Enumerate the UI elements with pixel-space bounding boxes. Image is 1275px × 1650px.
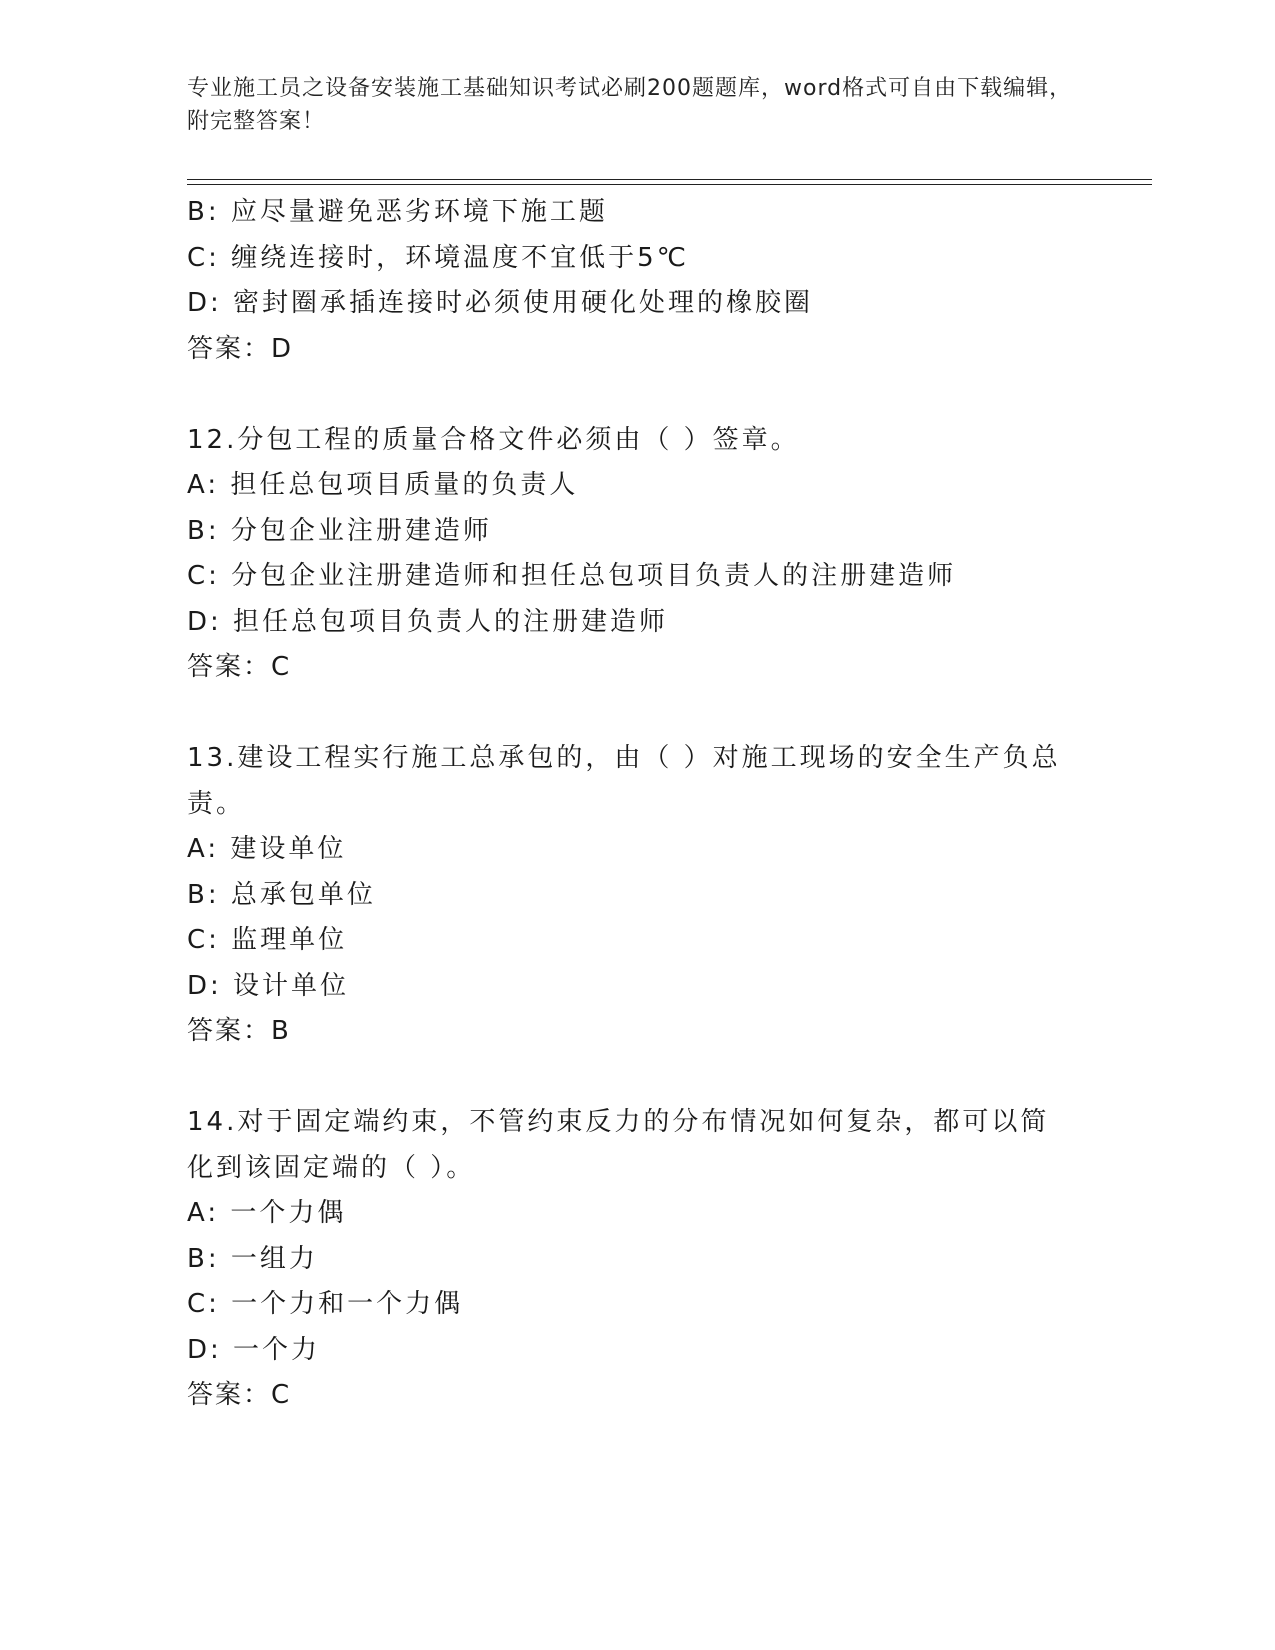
option-d: D: 设计单位	[187, 970, 350, 1001]
option-d: D: 密封圈承插连接时必须使用硬化处理的橡胶圈	[187, 288, 814, 318]
answer-line: 答案：B	[187, 1016, 291, 1046]
option-c: C: 监理单位	[187, 925, 348, 955]
option-b: B: 一组力	[187, 1243, 318, 1274]
question-block-14	[187, 1100, 1087, 1419]
spacer	[187, 372, 1087, 418]
option-d: D: 担任总包项目负责人的注册建造师	[187, 606, 669, 637]
prev-question-block	[187, 190, 1087, 372]
question-block-12	[187, 418, 1087, 691]
answer-line: 答案：C	[187, 1380, 292, 1410]
spacer	[187, 691, 1087, 737]
option-c: C: 缠绕连接时，环境温度不宜低于5℃	[187, 242, 689, 273]
option-c: C: 分包企业注册建造师和担任总包项目负责人的注册建造师	[187, 561, 957, 591]
option-d: D: 一个力	[187, 1334, 321, 1365]
question-block-13	[187, 736, 1087, 1055]
option-b: B: 总承包单位	[187, 879, 376, 910]
question-stem: 12.分包工程的质量合格文件必须由（ ）签章。	[187, 424, 800, 455]
answer-line: 答案：D	[187, 333, 294, 364]
option-b: B: 分包企业注册建造师	[187, 515, 492, 546]
question-stem: 13.建设工程实行施工总承包的，由（ ）对施工现场的安全生产负总责。	[187, 743, 1061, 819]
option-c: C: 一个力和一个力偶	[187, 1289, 464, 1319]
document-header: 专业施工员之设备安装施工基础知识考试必刷200题题库，word格式可自由下载编辑，附完整答案！	[187, 76, 1073, 134]
option-b: B: 应尽量避免恶劣环境下施工题	[187, 197, 608, 227]
option-a: A: 一个力偶	[187, 1198, 347, 1228]
spacer	[187, 1055, 1087, 1101]
header-rule-bottom	[187, 184, 1152, 185]
option-a: A: 建设单位	[187, 834, 347, 864]
question-stem: 14.对于固定端约束，不管约束反力的分布情况如何复杂，都可以简化到该固定端的（ ）。	[187, 1107, 1050, 1183]
option-a: A: 担任总包项目质量的负责人	[187, 470, 579, 500]
answer-line: 答案：C	[187, 652, 292, 682]
header-rule-top	[187, 179, 1152, 180]
question-list	[187, 190, 1087, 1419]
